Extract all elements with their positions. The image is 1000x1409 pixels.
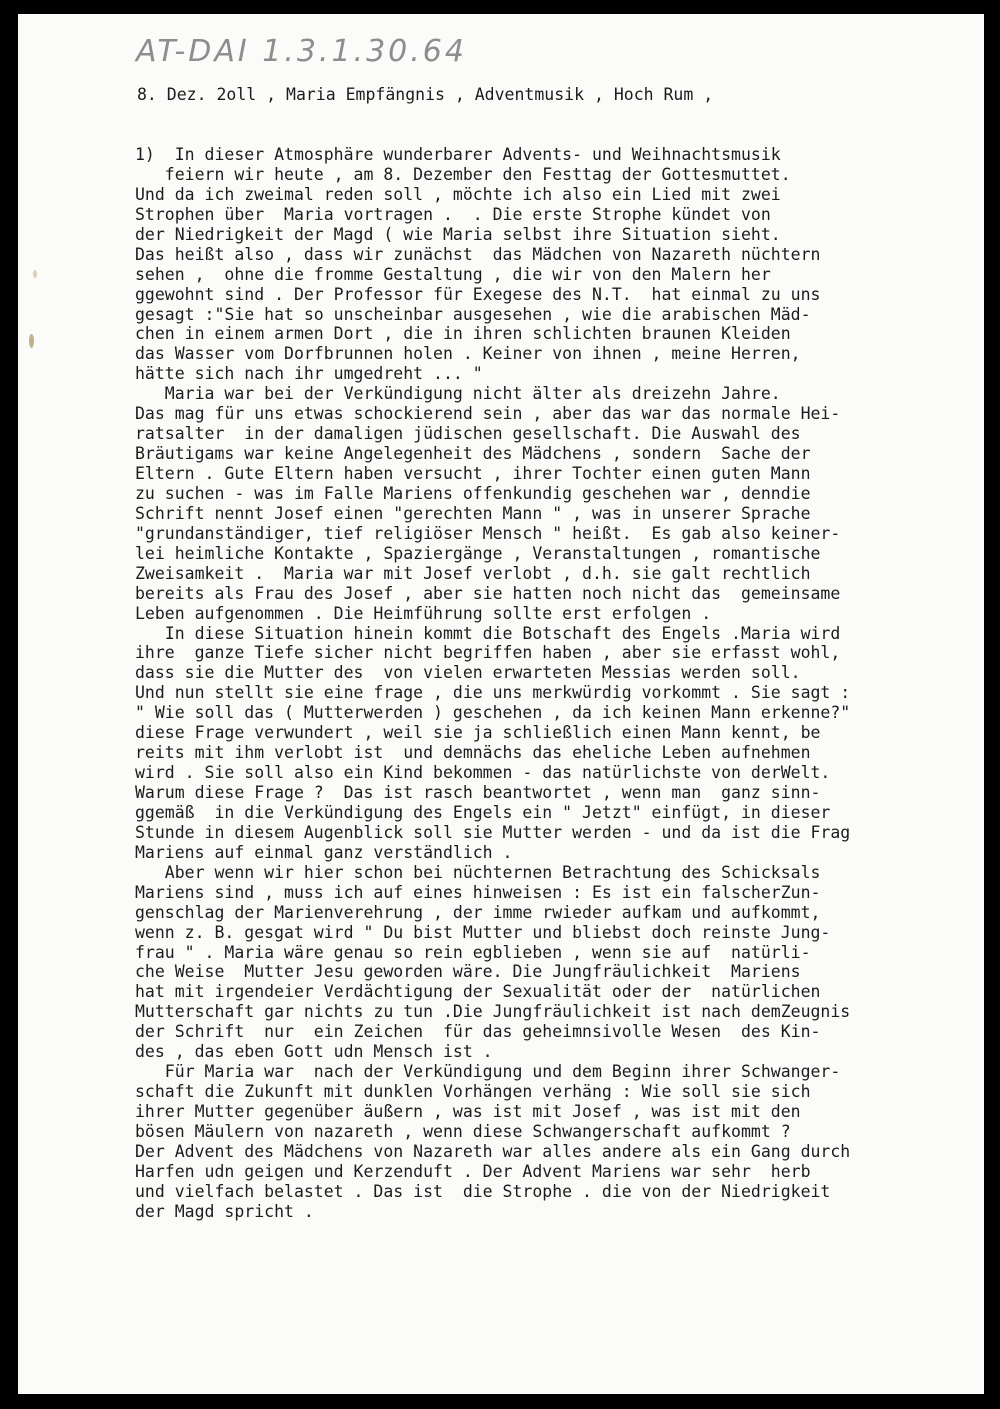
text-line: chen in einem armen Dort , die in ihren schlichten braunen Kleiden	[135, 324, 791, 344]
text-line: Maria war bei der Verkündigung nicht älter als dreizehn Jahre.	[135, 384, 781, 404]
text-line: wenn z. B. gesgat wird " Du bist Mutter und bliebst doch reinste Jung-	[135, 922, 831, 942]
text-line: Und da ich zweimal reden soll , möchte ich also ein Lied mit zwei	[135, 184, 781, 204]
text-line: Leben aufgenommen . Die Heimführung sollte erst erfolgen .	[135, 603, 712, 623]
text-line: lei heimliche Kontakte , Spaziergänge , Veranstaltungen , romantische	[135, 543, 821, 563]
text-line: Das mag für uns etwas schockierend sein , aber das war das normale Hei-	[135, 404, 841, 424]
text-line: Mutterschaft gar nichts zu tun .Die Jungfräulichkeit ist nach demZeugnis	[135, 1002, 851, 1022]
text-line: Mariens sind , muss ich auf eines hinweisen : Es ist ein falscherZun-	[135, 882, 821, 902]
text-line: ggewohnt sind . Der Professor für Exegese des N.T. hat einmal zu uns	[135, 284, 821, 304]
text-line: Stunde in diesem Augenblick soll sie Mutter werden - und da ist die Frag	[135, 822, 851, 842]
text-line: feiern wir heute , am 8. Dezember den Festtag der Gottesmuttet.	[135, 164, 791, 184]
text-line: Aber wenn wir hier schon bei nüchternen Betrachtung des Schicksals	[135, 862, 821, 882]
text-line: dass sie die Mutter des von vielen erwarteten Messias werden soll.	[135, 663, 801, 683]
stain-mark	[29, 334, 34, 348]
stain-mark	[33, 270, 37, 278]
text-line: der Niedrigkeit der Magd ( wie Maria selbst ihre Situation sieht.	[135, 224, 781, 244]
document-page	[18, 14, 984, 1394]
text-line: zu suchen - was im Falle Mariens offenkundig geschehen war , denndie	[135, 483, 811, 503]
text-line: Harfen udn geigen und Kerzenduft . Der Advent Mariens war sehr herb	[135, 1161, 811, 1181]
document-header: 8. Dez. 2oll , Maria Empfängnis , Adventmusik , Hoch Rum ,	[137, 85, 714, 104]
text-line: Zweisamkeit . Maria war mit Josef verlobt , d.h. sie galt rechtlich	[135, 563, 811, 583]
text-line: bösen Mäulern von nazareth , wenn diese Schwangerschaft aufkommt ?	[135, 1121, 791, 1141]
text-line: ggemäß in die Verkündigung des Engels ein " Jetzt" einfügt, in dieser	[135, 802, 831, 822]
text-line: und vielfach belastet . Das ist die Strophe . die von der Niedrigkeit	[135, 1181, 831, 1201]
text-line: wird . Sie soll also ein Kind bekommen - das natürlichste von derWelt.	[135, 763, 831, 783]
text-line: frau " . Maria wäre genau so rein egblieben , wenn sie auf natürli-	[135, 942, 811, 962]
text-line: Das heißt also , dass wir zunächst das Mädchen von Nazareth nüchtern	[135, 244, 821, 264]
text-line: bereits als Frau des Josef , aber sie hatten noch nicht das gemeinsame	[135, 583, 841, 603]
text-line: genschlag der Marienverehrung , der imme rwieder aufkam und aufkommt,	[135, 902, 821, 922]
text-line: diese Frage verwundert , weil sie ja schließlich einen Mann kennt, be	[135, 723, 821, 743]
text-line: sehen , ohne die fromme Gestaltung , die wir von den Malern her	[135, 264, 771, 284]
text-line: gesagt :"Sie hat so unscheinbar ausgesehen , wie die arabischen Mäd-	[135, 304, 811, 324]
text-line: Der Advent des Mädchens von Nazareth war alles andere als ein Gang durch	[135, 1141, 851, 1161]
text-line: "grundanständiger, tief religiöser Mensch " heißt. Es gab also keiner-	[135, 523, 841, 543]
text-line: ratsalter in der damaligen jüdischen gesellschaft. Die Auswahl des	[135, 424, 801, 444]
text-line: des , das eben Gott udn Mensch ist .	[135, 1042, 493, 1062]
text-line: Warum diese Frage ? Das ist rasch beantwortet , wenn man ganz sinn-	[135, 783, 821, 802]
text-line: Bräutigams war keine Angelegenheit des Mädchens , sondern Sache der	[135, 444, 811, 464]
text-line: schaft die Zukunft mit dunklen Vorhängen verhäng : Wie soll sie sich	[135, 1082, 811, 1102]
text-line: che Weise Mutter Jesu geworden wäre. Die Jungfräulichkeit Mariens	[135, 962, 801, 982]
text-line: Strophen über Maria vortragen . . Die erste Strophe kündet von	[135, 204, 771, 224]
text-line: der Schrift nur ein Zeichen für das geheimnsivolle Wesen des Kin-	[135, 1022, 821, 1042]
text-line: Für Maria war nach der Verkündigung und dem Beginn ihrer Schwanger-	[135, 1062, 841, 1082]
text-line: In diese Situation hinein kommt die Botschaft des Engels .Maria wird	[135, 623, 841, 643]
text-line: Und nun stellt sie eine frage , die uns merkwürdig vorkommt . Sie sagt :	[135, 683, 851, 703]
text-line: " Wie soll das ( Mutterwerden ) geschehen , da ich keinen Mann erkenne?"	[135, 703, 851, 723]
text-line: reits mit ihm verlobt ist und demnächs das eheliche Leben aufnehmen	[135, 743, 811, 763]
text-line: 1) In dieser Atmosphäre wunderbarer Advents- und Weihnachtsmusik	[135, 145, 781, 164]
text-line: hätte sich nach ihr umgedreht ... "	[135, 364, 483, 384]
text-line: ihre ganze Tiefe sicher nicht begriffen haben , aber sie erfasst wohl,	[135, 643, 841, 663]
archive-signature: AT-DAI 1.3.1.30.64	[136, 34, 467, 69]
text-line: Eltern . Gute Eltern haben versucht , ihrer Tochter einen guten Mann	[135, 464, 811, 483]
text-line: Mariens auf einmal ganz verständlich .	[135, 842, 513, 862]
text-line: hat mit irgendeier Verdächtigung der Sexualität oder der natürlichen	[135, 982, 821, 1002]
text-line: das Wasser vom Dorfbrunnen holen . Keiner von ihnen , meine Herren,	[135, 344, 801, 364]
text-line: der Magd spricht .	[135, 1201, 314, 1221]
letter-body	[135, 145, 850, 1222]
text-line: ihrer Mutter gegenüber äußern , was ist mit Josef , was ist mit den	[135, 1102, 801, 1121]
text-line: Schrift nennt Josef einen "gerechten Mann " , was in unserer Sprache	[135, 503, 811, 523]
